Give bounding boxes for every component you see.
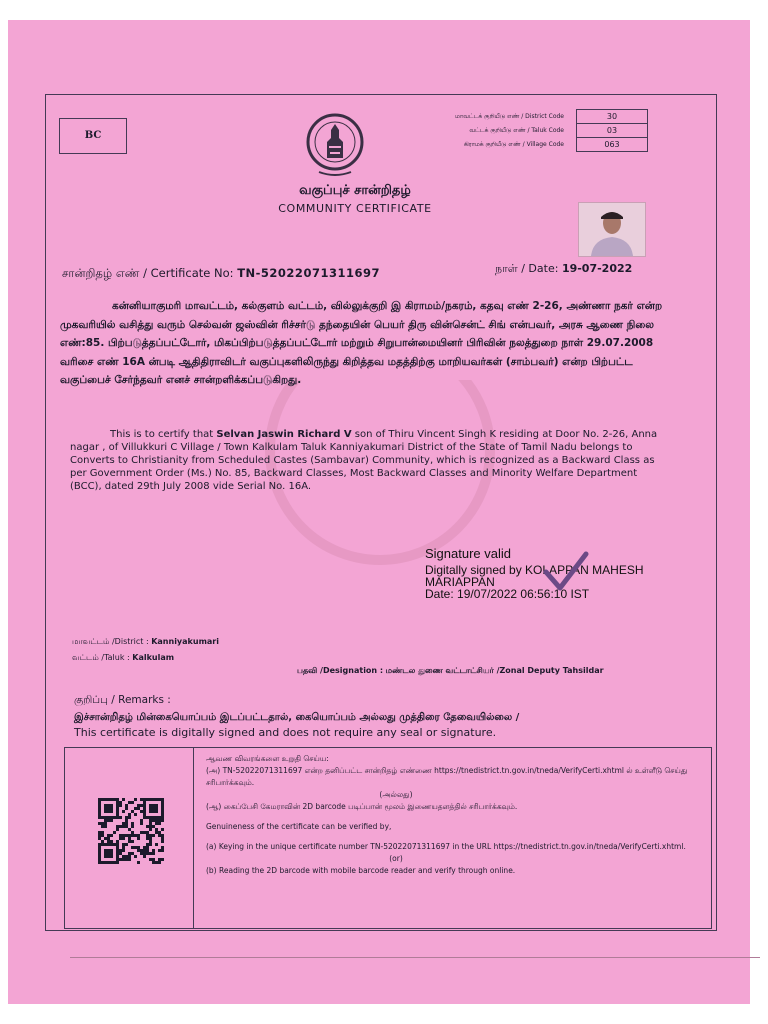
verify-heading-en: Genuineness of the certificate can be verified by, <box>206 822 392 831</box>
english-text-start: This is to certify that <box>110 429 217 440</box>
remarks-label: குறிப்பு / Remarks : <box>74 694 171 706</box>
district-code-row <box>424 110 648 124</box>
signature-line-1: Digitally signed by KOLAPPAN MAHESH <box>425 563 644 577</box>
district-line <box>72 634 219 650</box>
taluk-label: வட்டம் /Taluk : <box>72 653 130 662</box>
signature-check-icon <box>540 548 590 598</box>
tamil-certification-text: கன்னியாகுமரி மாவட்டம், கல்குளம் வட்டம், வில்லுக்குறி இ கிராமம்/நகரம், கதவு எண் 2-26, அண்ணா நகர் என்ற முகவரியில் வசித்து வரும் செல்வன் ஜஸ்வின் ரிச்சர்டு தந்தையின் பெயர் திரு வின்சென்ட் சிங் என்பவர், அரசு ஆணை நிலை எண்:85. பிற்படுத்தப்பட்டோர், மிகப்பிற்படுத்தப்பட்டோர் மற்றும் சிறுபான்மையினர் பிரிவின் நலத்துறை நாள் 29.07.2008 வரிசை எண் 16A ன்படி ஆதிதிராவிடர் வகுப்புகளிலிருந்து கிறித்தவ மதத்திற்கு மாறியவர்கள் (சாம்பவர்) என்ற பிற்பட்ட வகுப்பைச் சேர்ந்தவர் எனச் சான்றளிக்கப்படுகிறது. <box>60 300 663 386</box>
verification-divider <box>193 748 194 928</box>
designation-line <box>297 666 604 676</box>
verify-or-en: (or) <box>389 854 403 863</box>
certificate-date <box>495 262 632 277</box>
remarks-english: This certificate is digitally signed and does not require any seal or signature. <box>74 726 497 739</box>
date-value: 19-07-2022 <box>561 262 633 275</box>
applicant-photo <box>578 202 646 257</box>
designation-label: பதவி /Designation : <box>297 666 384 675</box>
english-text-rest: son of Thiru Vincent Singh K residing at Door No. 2-26, Anna nagar , of Villukkuri C Village / Town Kalkulam Taluk Kanniyakumari District of the State of Tamil Nadu belongs to Converts to Christianity from Scheduled Castes (Sambavar) Community, which is recognized as a Backward Class as per Government Order (Ms.) No. 85, Backward Classes, Most Backward Classes and Minority Welfare Department (BCC), dated 29th July 2008 vide Serial No. 16A. <box>70 429 658 492</box>
category-code-box: BC <box>59 118 127 154</box>
verify-heading-ta: ஆவண விவரங்களை உறுதி செய்ய: <box>206 754 329 763</box>
taluk-code-value: 03 <box>576 123 648 138</box>
verify-option-a-ta: (அ) TN-52022071311697 என்ற தனிப்பட்ட சான்றிதழ் எண்ணை https://tnedistrict.tn.gov.in/tneda/VerifyCerti.xhtml ல் உள்ளீடு செய்து சரிபார்க்கவும். <box>206 766 688 787</box>
district-code-label: மாவட்டக் குறியீடு எண் / District Code <box>455 113 564 120</box>
verification-text <box>206 753 706 877</box>
taluk-code-label: வட்டக் குறியீடு எண் / Taluk Code <box>469 127 564 134</box>
taluk-line <box>72 650 219 666</box>
signature-line-2: MARIAPPAN <box>425 575 495 589</box>
district-taluk-block <box>72 634 219 666</box>
code-table <box>424 110 648 152</box>
english-certification-text <box>70 428 660 493</box>
district-code-value: 30 <box>576 109 648 124</box>
verify-option-b-en: (b) Reading the 2D barcode with mobile barcode reader and verify through online. <box>206 866 516 875</box>
village-code-row <box>424 138 648 152</box>
bottom-rule <box>70 957 760 958</box>
title-tamil: வகுப்புச் சான்றிதழ் <box>299 183 411 198</box>
district-value: Kanniyakumari <box>151 637 219 646</box>
digital-signature <box>425 548 644 600</box>
verify-or-ta: (அல்லது) <box>379 790 413 799</box>
designation-value: மண்டல துணை வட்டாட்சியர் /Zonal Deputy Tahsildar <box>385 666 604 675</box>
date-label: நாள் / Date: <box>495 262 559 275</box>
village-code-value: 063 <box>576 137 648 152</box>
signature-line-3: Date: 19/07/2022 06:56:10 IST <box>425 587 590 601</box>
certificate-number-value: TN-52022071311697 <box>237 266 380 280</box>
qr-code[interactable] <box>92 798 172 864</box>
village-code-label: கிராமக் குறியீடு எண் / Village Code <box>463 141 564 148</box>
signature-status: Signature valid <box>425 546 511 561</box>
applicant-name: Selvan Jaswin Richard V <box>216 429 352 440</box>
tamil-nadu-emblem-icon <box>305 112 365 178</box>
taluk-code-row <box>424 124 648 138</box>
verify-option-a-en: (a) Keying in the unique certificate number TN-52022071311697 in the URL https://tnedistrict.tn.gov.in/tneda/VerifyCerti.xhtml. <box>206 842 686 851</box>
certificate-number-label: சான்றிதழ் எண் / Certificate No: <box>62 266 234 280</box>
title-english: COMMUNITY CERTIFICATE <box>278 202 432 215</box>
remarks-tamil: இச்சான்றிதழ் மின்கையொப்பம் இடப்பட்டதால், கையொப்பம் அல்லது முத்திரை தேவையில்லை / <box>74 712 520 723</box>
taluk-value: Kalkulam <box>132 653 175 662</box>
district-label: மாவட்டம் /District : <box>72 637 149 646</box>
verify-option-b-ta: (ஆ) கைப்பேசி கேமராவின் 2D barcode படிப்பான் மூலம் இணையதளத்தில் சரிபார்க்கவும். <box>206 802 518 811</box>
certificate-number <box>62 266 380 282</box>
